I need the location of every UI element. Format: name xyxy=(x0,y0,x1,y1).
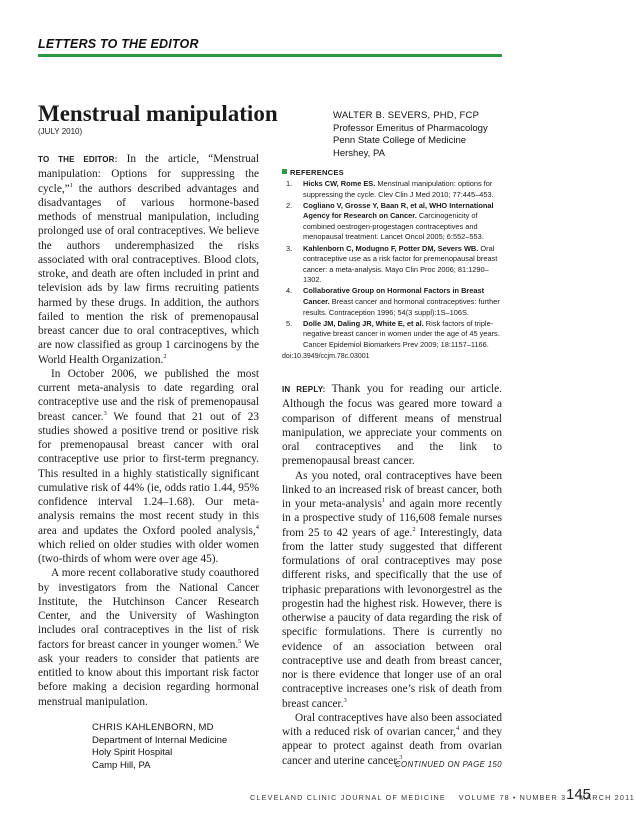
references-heading xyxy=(282,168,344,177)
citation: 5 xyxy=(238,637,242,645)
text: Interestingly, data from the latter study suggested that different formulations of oral contraceptives may pose different risks, and specifically that the use of triphasic preparations with levonorgestrel as the progestin had the highest risk. However, there is otherwise a paucity of data regarding the risk of specific formulations. There is currently no evidence of an association between oral contraceptive use and death from breast cancer, nor is there evidence that longer use of an oral contraceptive increases one’s risk of death from breast cancer. xyxy=(282,526,502,710)
page-number: 145 xyxy=(566,786,592,803)
reference-item xyxy=(286,319,502,351)
bullet-icon: • xyxy=(512,793,517,802)
reference-number: 3. xyxy=(286,243,293,253)
citation: 1 xyxy=(381,497,386,505)
text: A more recent collaborative study coauthored by investigators from the National Cancer Institute, the Hutchinson Cancer Research Center, and the University of Washington includes oral contraceptives in the list of risk factors for breast cancer in younger women. xyxy=(38,567,259,651)
citation: 2 xyxy=(163,352,167,360)
square-bullet-icon xyxy=(282,169,287,174)
reply-lead: IN REPLY: xyxy=(282,385,326,394)
text: We ask your readers to consider that patients are entitled to know about this important risk factor before making a decision regarding hormonal menstrual manipulation. xyxy=(38,638,259,708)
references-heading-text: REFERENCES xyxy=(290,168,344,177)
text: In the article, “Menstrual manipulation: Options for suppressing the cycle,” xyxy=(38,153,260,195)
references-list xyxy=(286,179,502,351)
letter-column xyxy=(38,152,259,709)
citation: 4 xyxy=(255,523,259,531)
reference-item xyxy=(286,201,502,243)
reference-text: Risk factors of triple-negative breast cancer in women under the age of 45 years. Cancer Epidemiol Biomarkers Prev 2009; 18:1157–1166. xyxy=(303,318,500,349)
text: and they appear to protect against death from ovarian cancer and uterine cancer. xyxy=(282,726,502,767)
reference-number: 4. xyxy=(286,286,293,296)
letter-paragraph xyxy=(38,152,259,367)
reference-text: Oral contraceptive use as a risk factor for premenopausal breast cancer: a meta-analysis. Mayo Clin Proc 2006; 81:1290–1302. xyxy=(303,243,498,285)
citation: 2 xyxy=(412,525,416,533)
footer-journal: CLEVELAND CLINIC JOURNAL OF MEDICINE xyxy=(250,793,446,802)
reference-number: 5. xyxy=(286,318,293,328)
footer-volume: VOLUME 78 xyxy=(458,793,510,802)
text: As you noted, oral contraceptives have been linked to an increased risk of breast cancer, both in your meta-analysis xyxy=(282,469,502,510)
signature-kahlenborn xyxy=(92,722,227,772)
reference-number: 2. xyxy=(286,200,293,210)
letter-paragraph xyxy=(38,367,259,567)
reference-item xyxy=(286,244,502,286)
reference-authors: Kahlenborn C, Modugno F, Potter DM, Severs WB. xyxy=(303,243,479,253)
signature-affiliation: Hershey, PA xyxy=(333,147,385,159)
signature-affiliation: Penn State College of Medicine xyxy=(333,135,467,146)
section-label: LETTERS TO THE EDITOR xyxy=(38,37,199,51)
signature-affiliation: Department of Internal Medicine xyxy=(92,734,228,746)
reference-text: Carcinogenicity of combined oestrogen-progestagen contraceptives and menopausal treatment. Lancet Oncol 2005; 6:552–553. xyxy=(303,211,484,242)
letter-lead: TO THE EDITOR: xyxy=(38,155,118,164)
signature-name: CHRIS KAHLENBORN, MD xyxy=(92,722,214,733)
article-date: (JULY 2010) xyxy=(38,127,83,136)
reply-paragraph xyxy=(282,382,502,469)
signature-name: WALTER B. SEVERS, PHD, FCP xyxy=(333,110,480,121)
section-rule xyxy=(38,54,502,57)
article-title: Menstrual manipulation xyxy=(38,101,278,126)
text: Thank you for reading our article. Although the focus was geared more toward a comparison of different means of menstrual manipulation, we appreciate your comments on oral contraceptives and the link to premenopausal breast cancer. xyxy=(282,383,503,468)
signature-affiliation: Camp Hill, PA xyxy=(92,759,151,771)
doi: doi:10.3949/ccjm.78c.03001 xyxy=(282,353,370,360)
text: the authors described advantages and disadvantages of various hormone-based methods of menstrual manipulation, including prolonged use of oral contraceptives. We believe the authors underemphasized the risks associated with oral contraceptives. Blood clots, stroke, and death are often included in print and television ads by law firms recruiting patients harmed by these drugs. In addition, the authors failed to mention the risk of premenopausal breast cancer due to oral contraceptives, which are now classified as group 1 carcinogens by the World Health Organization. xyxy=(38,182,259,366)
signature-severs xyxy=(333,110,488,160)
text: which relied on older studies with older women (two-thirds of whom were over age 45). xyxy=(38,538,259,565)
letter-paragraph xyxy=(38,566,259,709)
signature-affiliation: Holy Spirit Hospital xyxy=(92,747,173,758)
footer-number: NUMBER 3 xyxy=(519,793,567,802)
footer-date: MARCH 2011 xyxy=(579,793,635,802)
reference-item xyxy=(286,286,502,318)
citation: 1 xyxy=(69,181,73,189)
reference-authors: Cogliano V, Grosse Y, Baan R, et al, WHO International Agency for Research on Cancer. xyxy=(303,200,494,221)
reference-authors: Dolle JM, Daling JR, White E, et al. xyxy=(303,318,424,328)
reference-item xyxy=(286,179,502,200)
text: Oral contraceptives have also been associated with a reduced risk of ovarian cancer, xyxy=(282,711,502,738)
citation: 3 xyxy=(399,753,403,761)
text: We found that 21 out of 23 studies showed a positive trend or positive risk for premenopausal breast cancer with oral contraceptive use prior to first-term pregnancy. This resulted in a highly statistically significant cumulative risk of 44% (ie, odds ratio 1.44, 95% confidence interval 1.24–1.68). Our meta-analysis remains the most recent study in this area and updates the Oxford pooled analysis, xyxy=(38,410,260,537)
reference-text: Menstrual manipulation: options for suppressing the cycle. Clev Clin J Med 2010; 77:445–453. xyxy=(303,179,494,199)
reference-authors: Collaborative Group on Hormonal Factors in Breast Cancer. xyxy=(303,286,485,307)
reply-column xyxy=(282,382,502,768)
reply-paragraph xyxy=(282,469,502,711)
reference-authors: Hicks CW, Rome ES. xyxy=(303,179,376,188)
continued-note: CONTINUED ON PAGE 150 xyxy=(394,760,502,769)
citation: 4 xyxy=(455,725,460,733)
citation: 3 xyxy=(343,696,347,704)
text: In October 2006, we published the most current meta-analysis to date regarding oral contraceptive use and the risk of premenopausal breast cancer. xyxy=(38,367,259,423)
reference-text: Breast cancer and hormonal contraceptives: further results. Contraception 1996; 54(3 suppl):1S–106S. xyxy=(303,297,500,317)
text: and again more recently in a prospective study of 116,608 female nurses from 25 to 42 years of age. xyxy=(282,498,502,539)
citation: 3 xyxy=(103,409,107,417)
reference-number: 1. xyxy=(286,179,293,188)
signature-affiliation: Professor Emeritus of Pharmacology xyxy=(333,122,488,134)
